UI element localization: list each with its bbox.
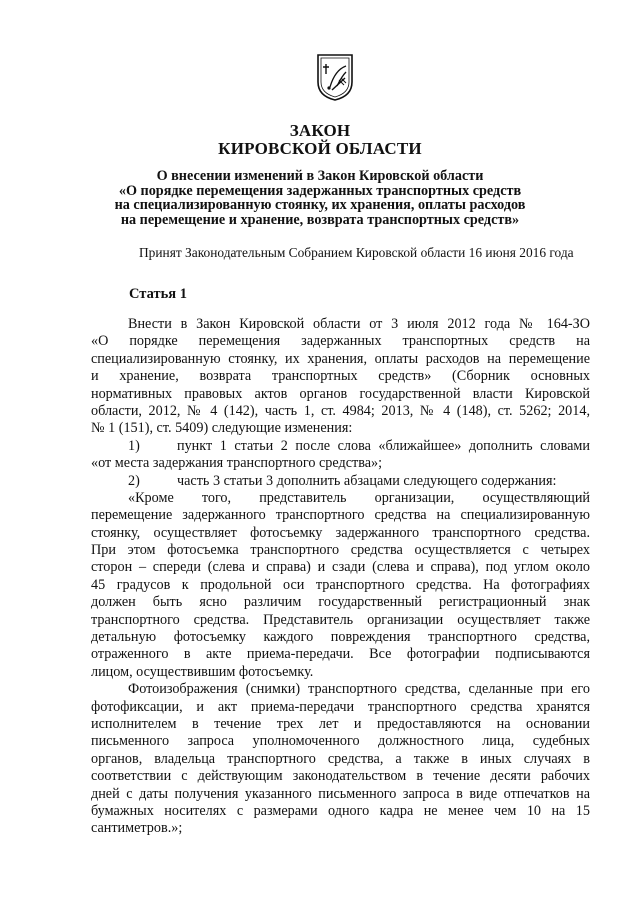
- text-line: часть 3 статьи 3 дополнить абзацами следующего содержания:: [177, 472, 557, 489]
- text-line: сантиметров.»;: [91, 820, 183, 837]
- text-line: № 1 (151), ст. 5409) следующие изменения:: [91, 420, 353, 437]
- text-line: нормативных правовых актов органов государственной власти Кировской: [91, 385, 590, 402]
- subtitle-line: на перемещение и хранение, возврата транспортных средств»: [120, 211, 520, 228]
- law-title: ЗАКОН: [289, 121, 351, 140]
- subtitle-line: О внесении изменений в Закон Кировской области: [156, 168, 484, 184]
- text-line: органов, владельца транспортного средства, а также в иных случаях в: [91, 750, 590, 767]
- text-line: отраженного в акте приема-передачи. Все фотографии подписываются: [91, 646, 590, 663]
- text-line: исполнителем в течение трех лет и предоставляются на основании: [91, 715, 590, 732]
- text-line: перемещение задержанного транспортного средства на специализированную: [91, 507, 590, 524]
- text-line: 45 градусов к продольной оси транспортного средства. На фотографиях: [91, 576, 590, 593]
- text-line: детальную фотосъемку каждого повреждения транспортного средства,: [91, 629, 590, 646]
- text-line: соответствии с действующим законодательством в течение десяти рабочих: [91, 768, 590, 785]
- region-title: КИРОВСКОЙ ОБЛАСТИ: [218, 139, 422, 158]
- text-line: «Кроме того, представитель организации, осуществляющий: [128, 489, 590, 506]
- article-heading: Статья 1: [129, 286, 187, 302]
- text-line: лицом, осуществившим фотосъемку.: [91, 663, 314, 680]
- text-line: При этом фотосъемка транспортного средства осуществляется с четырех: [91, 542, 590, 559]
- text-line: и хранение, возврата транспортных средств» (Сборник основных: [91, 368, 590, 385]
- text-line: Фотоизображения (снимки) транспортного средства, сделанные при его: [128, 681, 590, 698]
- text-line: фотофиксации, и акт приема-передачи транспортного средства хранятся: [91, 698, 590, 715]
- text-line: дней с даты получения указанного письменного запроса в виде отпечатков на: [91, 785, 590, 802]
- text-line: «от места задержания транспортного средства»;: [91, 455, 383, 472]
- subtitle-line: «О порядке перемещения задержанных транспортных средств: [118, 182, 522, 199]
- text-line: письменного запроса уполномоченного должностного лица, судебных: [91, 733, 590, 750]
- text-line: Внести в Закон Кировской области от 3 июля 2012 года № 164-ЗО: [128, 316, 590, 332]
- text-line: пункт 1 статьи 2 после слова «ближайшее» дополнить словами: [177, 437, 590, 454]
- text-line: «О порядке перемещения задержанных транспортных средств на: [91, 333, 590, 350]
- text-line: специализированную стоянку, их хранения, оплаты расходов на перемещение: [91, 350, 590, 367]
- text-line: должен быть ясно различим государственный регистрационный знак: [91, 594, 590, 611]
- list-item-2: [91, 473, 590, 490]
- list-item-1: [91, 438, 590, 455]
- text-line: бумажных носителях с размерами одного кадра не менее чем 10 на 15: [91, 802, 590, 819]
- list-number: 2): [128, 472, 140, 489]
- list-number: 1): [128, 437, 140, 454]
- text-line: стоянку, осуществляет фотосъемку задержанного транспортного средства.: [91, 524, 590, 541]
- subtitle-line: на специализированную стоянку, их хранения, оплаты расходов: [114, 197, 526, 214]
- text-line: области, 2012, № 4 (142), часть 1, ст. 4984; 2013, № 4 (148), ст. 5262; 2014,: [91, 402, 590, 419]
- law-subtitle: [60, 169, 580, 227]
- text-line: сторон – спереди (слева и справа) и сзади (слева и справа), под углом около: [91, 559, 590, 576]
- article-body: [91, 316, 590, 838]
- coat-of-arms-icon: [315, 52, 355, 102]
- adoption-note: Принят Законодательным Собранием Кировской области 16 июня 2016 года: [139, 245, 574, 260]
- text-line: транспортного средства. Представитель организации осуществляет также: [91, 611, 590, 628]
